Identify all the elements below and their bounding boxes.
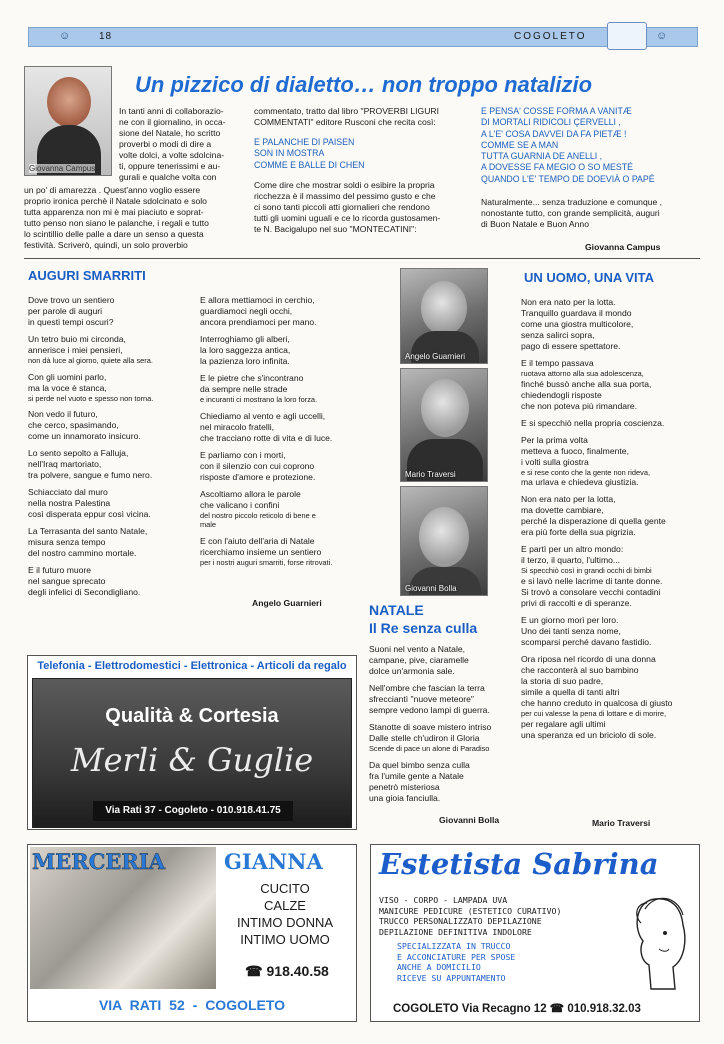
natale-title: NATALE Il Re senza culla [369,602,478,636]
stanza [200,489,370,530]
header-square-icon [607,22,647,50]
poem-line: si perde nel vuoto e spesso non torna. [28,393,154,403]
stanza [28,448,200,481]
poem-line: risposte d'amore e protezione. [200,471,316,482]
ad-estetista-sabrina [370,844,700,1022]
poem-line: penetrò misteriosa [369,781,440,792]
merceria-title: MERCERIA [32,849,165,874]
poem-line: guardiamoci negli occhi, [200,306,293,316]
poem-line: sfrecciantì "nuove meteore" [369,694,474,704]
poem-line: E allora mettiamoci in cerchio, [200,295,315,305]
auguri-title: AUGURI SMARRITI [28,268,146,283]
poem-line: e si lavò nelle lacrime di tante donne. [521,575,663,586]
poem-line: E parliamo con i morti, [200,449,286,460]
poem-line: non dà luce al giorno, quiete alla sera. [28,356,153,365]
stanza [521,435,703,489]
poem-line: per parole di auguri [28,306,103,316]
poem-line: ricerchiamo insieme un sentiero [200,546,322,557]
poem-line: E il tempo passava [521,358,594,368]
poem-line: che racconterà al suo bambino [521,664,639,675]
poem-line: Non era nato per la lotta, [521,494,616,505]
stanza [369,683,519,716]
stanza [369,760,519,804]
divider [24,258,700,259]
poem-line: che valicano i confini [200,499,280,510]
poem-line: come una giostra multicolore, [521,319,634,329]
poem-line: per regalare agli ultimi [521,718,606,729]
intro-col1-indented: In tanti anni di collaborazio- ne con il giornalino, in occa- sione del Natale, ho scritto proverbi o modi di dire a volte dolci, a volte sdolcina- ti, oppure tenerissimi e au- gurali e qualche volta con [119,106,226,182]
photo-mario-traversi [400,368,488,482]
poem-line: E un giorno morì per loro. [521,614,619,625]
stanza [200,536,370,568]
poem-line: ma dovette cambiare, [521,505,604,516]
poem-line: Con gli uomini parlo, [28,371,107,382]
stanza [521,418,703,429]
photo-giovanni-bolla [400,486,488,596]
poem-line: la storia di suo padre, [521,675,604,686]
poem-line: nel miracolo fratelli, [200,421,275,432]
poem-line: dolce un'armonia sale. [369,666,455,676]
poem-line: E con l'aiuto dell'aria di Natale [200,535,315,546]
poem-line: senza salirci sopra, [521,330,595,340]
intro-title: Un pizzico di dialetto… non troppo natalizio [135,72,593,97]
poem-line: con il silenzio con cui coprono [200,460,315,471]
stanza [28,409,200,442]
poem-line: la loro saggezza antica, [200,345,291,355]
poem-line: per i nostri auguri smarriti, forse ritrovati. [200,557,333,567]
auguri-signature: Angelo Guarnieri [252,598,322,608]
poem-line: Per la prima volta [521,434,588,445]
intro-col1-full: un po' di amarezza . Quest'anno voglio essere proprio ironica perchè il Natale sdolcinato e solo tutta apparenza non mi è mai piaciuto e soprat- tutto penso non siano le palanche, i regali e tutto lo scintillio delle palle a dare un senso a questa festività. Scriverò, quindi, un solo proverbio [24,185,209,250]
stanza [200,334,370,367]
poem-line: campane, pive, ciaramelle [369,655,469,665]
header-title: COGOLETO [514,31,587,42]
stanza [28,487,200,520]
smiley-icon: ☺ [59,30,71,42]
poem-line: così disperata eppur così vicina. [28,509,151,520]
intro-signature: Giovanna Campus [585,242,661,252]
stanza [28,295,200,328]
estetista-black-lines: VISO - CORPO - LAMPADA UVA MANICURE PEDICURE (ESTETICO CURATIVO) TRUCCO PERSONALIZZATO DEPILAZIONE DEPILAZIONE DEFINITIVA INDOLORE [379,895,562,937]
natale-signature: Giovanni Bolla [439,815,500,825]
stanza [369,722,519,754]
stanza [200,450,370,483]
uomo-poem [521,297,703,747]
photo-caption: Giovanna Campus [29,164,96,173]
poem-line: e incuranti ci mostrano la loro forza. [200,395,318,404]
poem-line: misura senza tempo [28,537,106,548]
auguri-col1 [28,295,200,604]
poem-line: che tracciano rotte di vita e di luce. [200,432,333,443]
stanza [200,373,370,405]
poem-line: il terzo, il quarto, l'ultimo... [521,555,621,566]
poem-line: chiedendogli risposte [521,389,602,400]
uomo-signature: Mario Traversi [592,818,651,828]
poem-line: nel sangue sprecato [28,576,106,587]
poem-line: perché la disperazione di quella gente [521,516,666,527]
merceria-items: CUCITO CALZE INTIMO DONNA INTIMO UOMO [236,881,334,947]
poem-line: Dove trovo un sentiero [28,295,115,305]
ad-slogan: Qualità & Cortesia [105,705,279,727]
photo-caption: Mario Traversi [405,470,456,479]
photo-caption: Giovanni Bolla [405,584,457,593]
stanza [521,494,703,538]
poem-line: ma la voce è stanca, [28,382,107,393]
poem-line: Schiacciato dal muro [28,487,108,498]
auguri-col2 [200,295,370,574]
stanza [28,334,200,366]
poem-line: che non poteva più rimandare. [521,400,638,411]
smiley-icon: ☺ [656,30,668,42]
poem-line: una speranza ed un briciolo di sole. [521,729,657,740]
stanza [521,544,703,609]
estetista-footer: COGOLETO Via Recagno 12 [393,1003,547,1015]
estetista-phone: 010.918.32.03 [567,1003,641,1015]
poem-line: E le pietre che s'incontrano [200,373,304,383]
poem-line: metteva a fuoco, finalmente, [521,445,629,456]
poem-line: una gioia fanciulla. [369,792,441,803]
poem-line: era più forte della sua pigrizia. [521,527,636,538]
poem-line: Un tetro buio mi circonda, [28,334,126,344]
poem-line: Lo sento sepolto a Falluja, [28,448,129,459]
stanza [200,295,370,328]
poem-line: simile a quella di tanti altri [521,686,620,697]
poem-line: del nostro piccolo reticolo di bene e [200,510,316,520]
natale-poem [369,644,519,810]
header-bar [28,27,698,47]
poem-line: ma urlava e chiedeva giustizia. [521,477,639,488]
estetista-blue-lines: SPECIALIZZATA IN TRUCCO E ACCONCIATURE PER SPOSE ANCHE A DOMICILIO RICEVE SU APPUNTAMENTO [397,941,516,983]
intro-col3: E PENSA' COSSE FORMA A VANITÆ DI MORTALI RIDICOLI ÇERVELLI , A L'E' COSA DAVVEI DA FA PIETÆ ! COMME SE A MAN TUTTA GUARNIA DE ANELLI , A DOVESSE FA MEGIO O SO MESTÉ QUANDO L'E' TEMPO DE DOEVIÀ O PAPÉ Naturalmente... senza traduzione e comunque , nonostante tutto, con grande semplicità, auguri di Buon Natale e Buon Anno [481,106,663,229]
photo-giovanna-campus [24,66,112,176]
poem-line: Uno dei tanti senza nome, [521,625,621,636]
poem-line: Suoni nel vento a Natale, [369,644,466,654]
phone-icon: ☎ [549,1003,565,1015]
stanza [200,411,370,444]
poem-line: La Terrasanta del santo Natale, [28,526,148,537]
poem-line: e si rese conto che la gente non rideva, [521,467,651,477]
poem-line: nell'Iraq martoriato, [28,459,102,470]
ad-name: Merli & Guglie [70,741,314,779]
phone-icon: ☎ [245,963,263,979]
poem-line: Non era nato per la lotta. [521,297,616,307]
poem-line: fra l'umile gente a Natale [369,770,464,781]
poem-line: E il futuro muore [28,565,92,576]
poem-line: Stanotte di soave mistero intriso [369,722,492,732]
stanza [521,615,703,648]
poem-line: che hanno creduto in qualcosa di giusto [521,697,673,708]
merceria-address: VIA RATI 52 - COGOLETO [98,997,286,1013]
poem-line: la pazienza loro infinita. [200,356,290,366]
poem-line: Nell'ombre che fascian la terra [369,683,485,693]
poem-line: Interroghiamo gli alberi, [200,334,290,344]
poem-line: finché bussò anche alla sua porta, [521,378,652,389]
stanza [521,654,703,741]
poem-line: ruotava attorno alla sua adolescenza, [521,369,644,378]
poem-line: tra polvere, sangue e fumo nero. [28,470,153,481]
poem-line: Scende di pace un alone di Paradiso [369,744,490,753]
stanza [521,297,703,352]
poem-line: annerisce i miei pensieri, [28,345,123,355]
ad-merli-guglie [27,655,357,830]
poem-line: Da quel bimbo senza culla [369,759,470,770]
photo-angelo-guarnieri [400,268,488,364]
poem-line: male [200,520,217,530]
poem-line: sempre vedono lampi di guerra. [369,705,490,715]
estetista-title: Estetista Sabrina [379,847,659,881]
poem-line: Dalle stelle ch'udiron il Gloria [369,733,480,743]
poem-line: scomparsi perché davano fastidio. [521,636,652,647]
poem-line: Chiediamo al vento e agli uccelli, [200,410,326,421]
poem-line: privi di raccolti e di speranze. [521,597,632,608]
poem-line: da sempre nelle strade [200,384,288,394]
stanza [28,372,200,404]
poem-line: pago di essere spettatore. [521,341,621,351]
poem-line: come un innamorato insicuro. [28,431,141,442]
poem-line: del nostro cammino mortale. [28,548,137,559]
poem-line: in questi tempi oscuri? [28,317,114,327]
stanza [369,644,519,677]
poem-line: per cui valesse la pena di lottare e di morire, [521,708,667,718]
ad-banner: Telefonia - Elettrodomestici - Elettronica - Articoli da regalo [37,660,347,672]
poem-line: E si specchiò nella propria coscienza. [521,417,665,428]
poem-line: Non vedo il futuro, [28,409,98,420]
poem-line: che cerco, spasimando, [28,420,119,431]
poem-line: Ora riposa nel ricordo di una donna [521,653,656,664]
poem-line: Tranquillo guardava il mondo [521,308,632,318]
woman-profile-icon [625,889,697,995]
gianna-title: GIANNA [224,849,323,874]
poem-line: Ascoltiamo allora le parole [200,488,301,499]
poem-line: E partì per un altro mondo: [521,544,624,555]
stanza [28,565,200,598]
page-number: 18 [99,31,113,42]
poem-line: nella nostra Palestina [28,498,111,509]
merceria-phone: 918.40.58 [266,963,329,979]
photo-caption: Angelo Guarnieri [405,352,466,361]
ad-merceria-gianna [27,844,357,1022]
uomo-title: UN UOMO, UNA VITA [524,270,654,285]
stanza [28,526,200,559]
poem-line: i volti sulla giostra [521,456,589,467]
poem-line: degli infelici di Secondigliano. [28,587,141,598]
intro-col2: commentato, tratto dal libro "PROVERBI LIGURI COMMENTATI" editore Rusconi che recita così: E PALANCHE DI PAISEN SON IN MOSTRA COMME E BALLE DI CHEN Come dire che mostrar soldi o esibire la propria ricchezza è il massimo del pessimo gusto e che ci sono tanti piccoli atti giornalieri che rendono tutti gli uomini uguali e ce lo ricorda gustosamen- te N. Bacigalupo nel suo "MONTECATINI": [254,106,441,234]
poem-line: Si trovò a consolare vecchi contadini [521,586,661,597]
ad-address: Via Rati 37 - Cogoleto - 010.918.41.75 [93,801,293,821]
poem-line: ancora prendiamoci per mano. [200,317,317,327]
stanza [521,358,703,412]
poem-line: Si specchiò così in grandi occhi di bimbi [521,566,652,576]
